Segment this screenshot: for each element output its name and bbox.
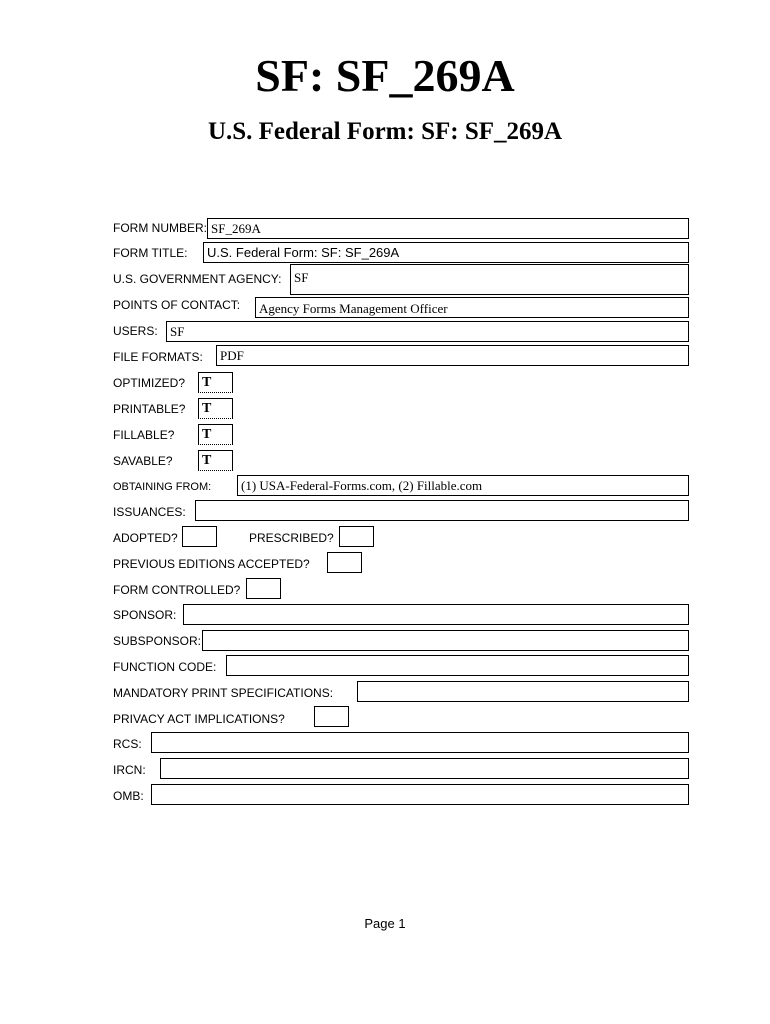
agency-field[interactable]: SF [290,264,689,295]
file-formats-label: FILE FORMATS: [113,350,203,364]
obtaining-label: OBTAINING FROM: [113,481,212,493]
omb-label: OMB: [113,789,144,803]
prescribed-field[interactable] [339,526,374,547]
printable-label: PRINTABLE? [113,402,186,416]
rcs-field[interactable] [151,732,689,753]
sponsor-label: SPONSOR: [113,608,177,622]
savable-label: SAVABLE? [113,454,173,468]
form-title-label: FORM TITLE: [113,246,188,260]
prescribed-label: PRESCRIBED? [249,531,334,545]
page-subtitle: U.S. Federal Form: SF: SF_269A [207,118,563,145]
fillable-field[interactable]: T [198,424,233,445]
omb-field[interactable] [151,784,689,805]
function-code-label: FUNCTION CODE: [113,660,217,674]
users-label: USERS: [113,324,158,338]
form-number-label: FORM NUMBER: [113,221,207,235]
file-formats-field[interactable]: PDF [216,345,689,366]
adopted-label: ADOPTED? [113,531,178,545]
privacy-act-label: PRIVACY ACT IMPLICATIONS? [113,712,285,726]
issuances-label: ISSUANCES: [113,505,186,519]
contact-label: POINTS OF CONTACT: [113,298,241,312]
subsponsor-field[interactable] [202,630,689,651]
sponsor-field[interactable] [183,604,689,625]
agency-label: U.S. GOVERNMENT AGENCY: [113,272,282,286]
function-code-field[interactable] [226,655,689,676]
page-title: SF: SF_269A [255,50,515,101]
form-title-field[interactable]: U.S. Federal Form: SF: SF_269A [203,242,689,263]
privacy-act-field[interactable] [314,706,349,727]
previous-editions-field[interactable] [327,552,362,573]
savable-field[interactable]: T [198,450,233,471]
form-controlled-label: FORM CONTROLLED? [113,583,241,597]
optimized-label: OPTIMIZED? [113,376,186,390]
mandatory-print-label: MANDATORY PRINT SPECIFICATIONS: [113,686,334,700]
page-number: Page 1 [364,916,406,931]
subsponsor-label: SUBSPONSOR: [113,634,202,648]
printable-field[interactable]: T [198,398,233,419]
users-field[interactable]: SF [166,321,689,342]
ircn-label: IRCN: [113,763,146,777]
optimized-field[interactable]: T [198,372,233,393]
ircn-field[interactable] [160,758,689,779]
contact-field[interactable]: Agency Forms Management Officer [255,297,689,318]
issuances-field[interactable] [195,500,689,521]
previous-editions-label: PREVIOUS EDITIONS ACCEPTED? [113,557,310,571]
mandatory-print-field[interactable] [357,681,689,702]
rcs-label: RCS: [113,737,142,751]
adopted-field[interactable] [182,526,217,547]
form-number-field[interactable]: SF_269A [207,218,689,239]
obtaining-field[interactable]: (1) USA-Federal-Forms.com, (2) Fillable.com [237,475,689,496]
fillable-label: FILLABLE? [113,428,175,442]
form-controlled-field[interactable] [246,578,281,599]
